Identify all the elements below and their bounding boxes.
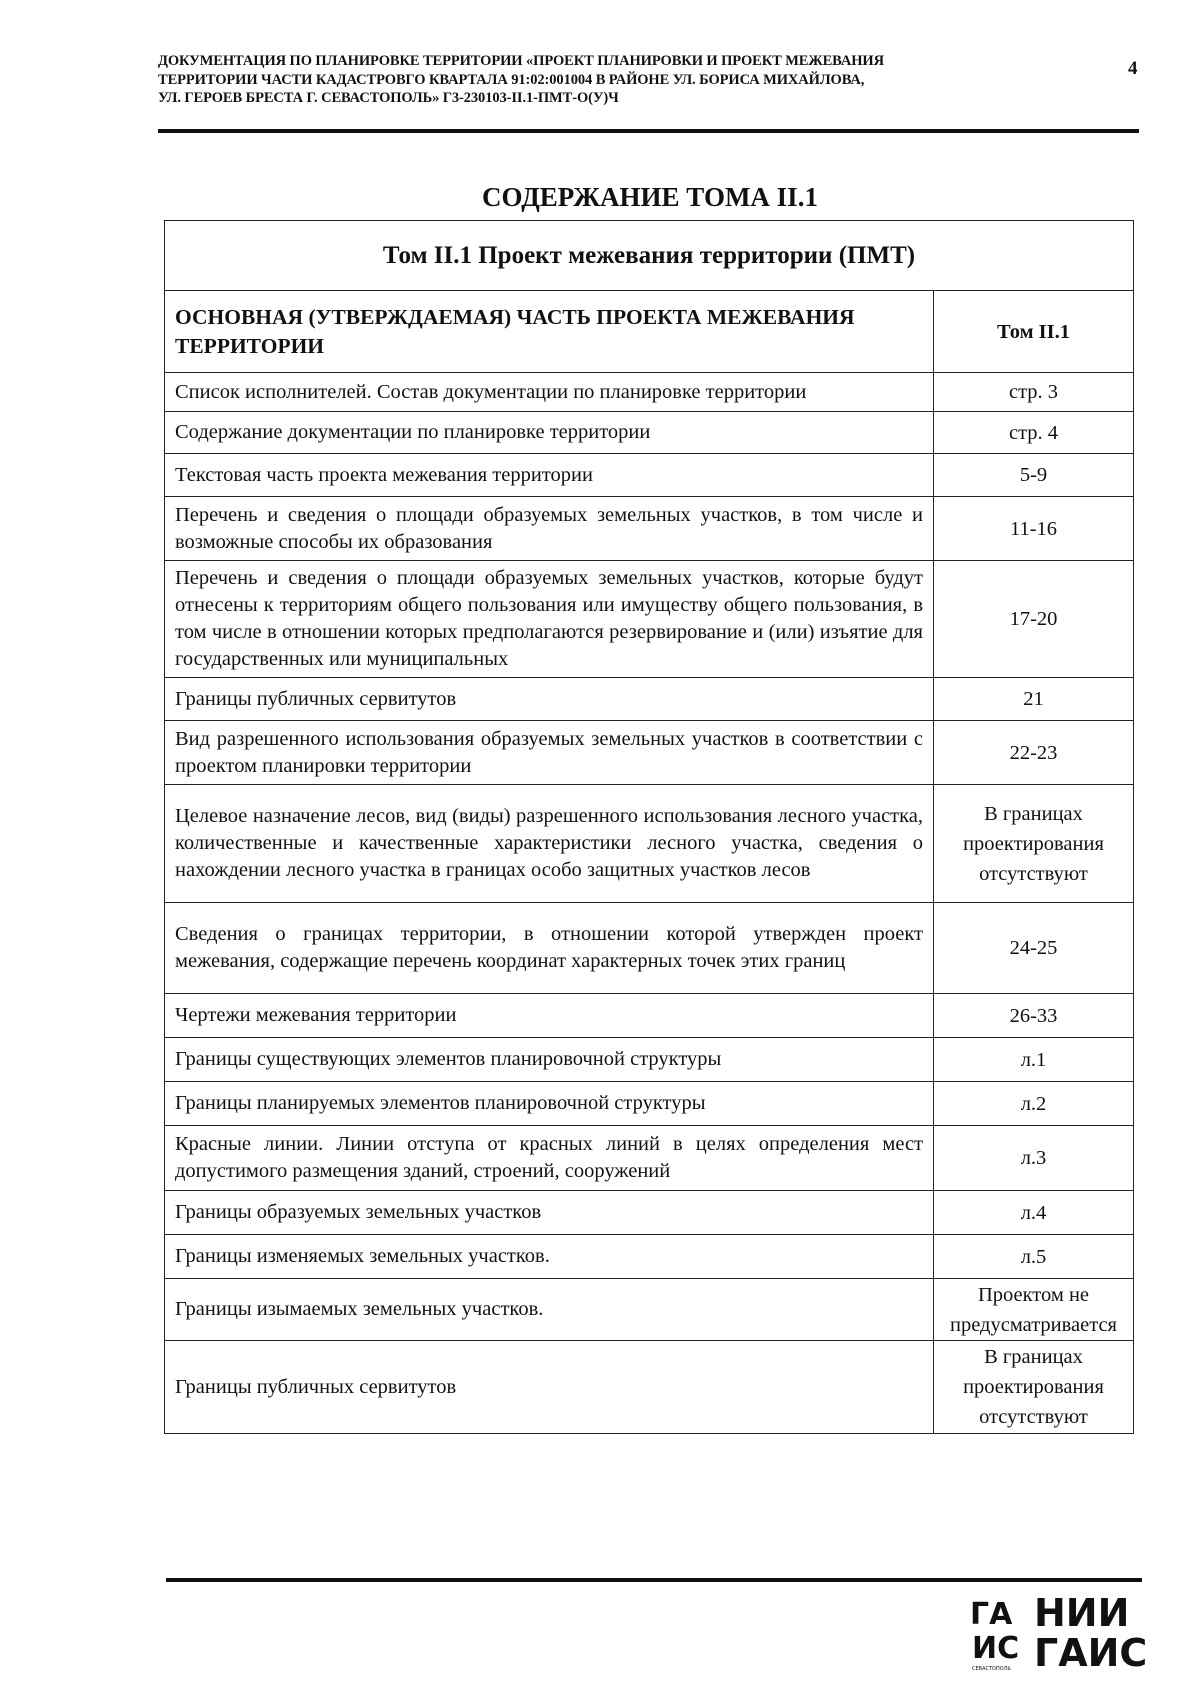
table-row — [165, 1191, 1134, 1235]
row-title: Текстовая часть проекта межевания территории — [165, 454, 934, 497]
table-row — [165, 994, 1134, 1038]
contents-table — [164, 220, 1134, 1434]
logo-mark-top: ГА — [970, 1597, 1013, 1632]
row-page: 21 — [934, 678, 1134, 721]
document-header — [158, 52, 1058, 108]
table-row — [165, 412, 1134, 454]
logo-text-bottom: ГАИС — [1034, 1631, 1148, 1674]
header-line-2: ТЕРРИТОРИИ ЧАСТИ КАДАСТРОВГО КВАРТАЛА 91:02:001004 В РАЙОНЕ УЛ. БОРИСА МИХАЙЛОВА, — [158, 71, 865, 88]
table-row — [165, 561, 1134, 678]
row-page: 5-9 — [934, 454, 1134, 497]
row-title: Границы изымаемых земельных участков. — [165, 1279, 934, 1341]
table-row — [165, 785, 1134, 903]
table-row — [165, 454, 1134, 497]
row-page: 22-23 — [934, 721, 1134, 785]
row-title: Границы образуемых земельных участков — [165, 1191, 934, 1235]
row-page: 26-33 — [934, 994, 1134, 1038]
row-title: Список исполнителей. Состав документации по планировке территории — [165, 373, 934, 412]
table-row — [165, 1341, 1134, 1434]
row-page: л.5 — [934, 1235, 1134, 1279]
header-line-3: УЛ. ГЕРОЕВ БРЕСТА Г. СЕВАСТОПОЛЬ» Г3-230103-II.1-ПМТ-О(У)Ч — [158, 90, 619, 106]
section-heading-row — [165, 291, 1134, 373]
row-title: Границы публичных сервитутов — [165, 678, 934, 721]
row-page: В границах проектирования отсутствуют — [934, 1341, 1134, 1434]
row-title: Сведения о границах территории, в отношении которой утвержден проект межевания, содержащие перечень координат характерных точек этих границ — [165, 903, 934, 994]
row-page: стр. 3 — [934, 373, 1134, 412]
row-title: Целевое назначение лесов, вид (виды) разрешенного использования лесного участка, количественные и качественные характеристики лесного участка, сведения о нахождении лесного участка в границах особо защитных участков лесов — [165, 785, 934, 903]
table-row — [165, 903, 1134, 994]
row-title: Границы планируемых элементов планировочной структуры — [165, 1082, 934, 1126]
section-volume: Том II.1 — [934, 291, 1134, 373]
table-row — [165, 721, 1134, 785]
table-row — [165, 1279, 1134, 1341]
row-page: 11-16 — [934, 497, 1134, 561]
row-title: Чертежи межевания территории — [165, 994, 934, 1038]
row-page: л.2 — [934, 1082, 1134, 1126]
row-title: Содержание документации по планировке территории — [165, 412, 934, 454]
row-page: В границах проектирования отсутствуют — [934, 785, 1134, 903]
table-row — [165, 1082, 1134, 1126]
row-title: Красные линии. Линии отступа от красных линий в целях определения мест допустимого размещения зданий, строений, сооружений — [165, 1126, 934, 1191]
table-row — [165, 1038, 1134, 1082]
row-title: Границы изменяемых земельных участков. — [165, 1235, 934, 1279]
table-row — [165, 1126, 1134, 1191]
row-page: Проектом не предусматривается — [934, 1279, 1134, 1341]
header-line-1: ДОКУМЕНТАЦИЯ ПО ПЛАНИРОВКЕ ТЕРРИТОРИИ «ПРОЕКТ ПЛАНИРОВКИ И ПРОЕКТ МЕЖЕВАНИЯ — [158, 53, 884, 69]
niigais-logo — [970, 1588, 1150, 1674]
header-divider — [158, 129, 1139, 133]
row-title: Перечень и сведения о площади образуемых земельных участков, которые будут отнесены к территориям общего пользования или имуществу общего пользования, в том числе в отношении которых предполагаются резервирование и (или) изъятие для государственных или муниципальных — [165, 561, 934, 678]
row-page: л.3 — [934, 1126, 1134, 1191]
page-title: СОДЕРЖАНИЕ ТОМА II.1 — [482, 182, 818, 212]
footer-divider — [166, 1578, 1142, 1582]
row-title: Границы существующих элементов планировочной структуры — [165, 1038, 934, 1082]
row-title: Границы публичных сервитутов — [165, 1341, 934, 1434]
section-heading: ОСНОВНАЯ (УТВЕРЖДАЕМАЯ) ЧАСТЬ ПРОЕКТА МЕЖЕВАНИЯ ТЕРРИТОРИИ — [165, 291, 934, 373]
logo-mark-bottom: ИС — [972, 1631, 1020, 1666]
volume-title-row — [165, 221, 1134, 291]
logo-text-top: НИИ — [1034, 1591, 1130, 1635]
table-row — [165, 497, 1134, 561]
table-row — [165, 373, 1134, 412]
row-page: стр. 4 — [934, 412, 1134, 454]
row-page: л.1 — [934, 1038, 1134, 1082]
table-row — [165, 678, 1134, 721]
page-number: 4 — [1128, 58, 1138, 79]
row-page: 24-25 — [934, 903, 1134, 994]
logo-small-caption: СЕВАСТОПОЛЬ — [972, 1666, 1011, 1672]
table-row — [165, 1235, 1134, 1279]
row-title: Перечень и сведения о площади образуемых земельных участков, в том числе и возможные способы их образования — [165, 497, 934, 561]
volume-title: Том II.1 Проект межевания территории (ПМТ) — [165, 221, 1134, 291]
row-page: л.4 — [934, 1191, 1134, 1235]
row-title: Вид разрешенного использования образуемых земельных участков в соответствии с проектом планировки территории — [165, 721, 934, 785]
row-page: 17-20 — [934, 561, 1134, 678]
